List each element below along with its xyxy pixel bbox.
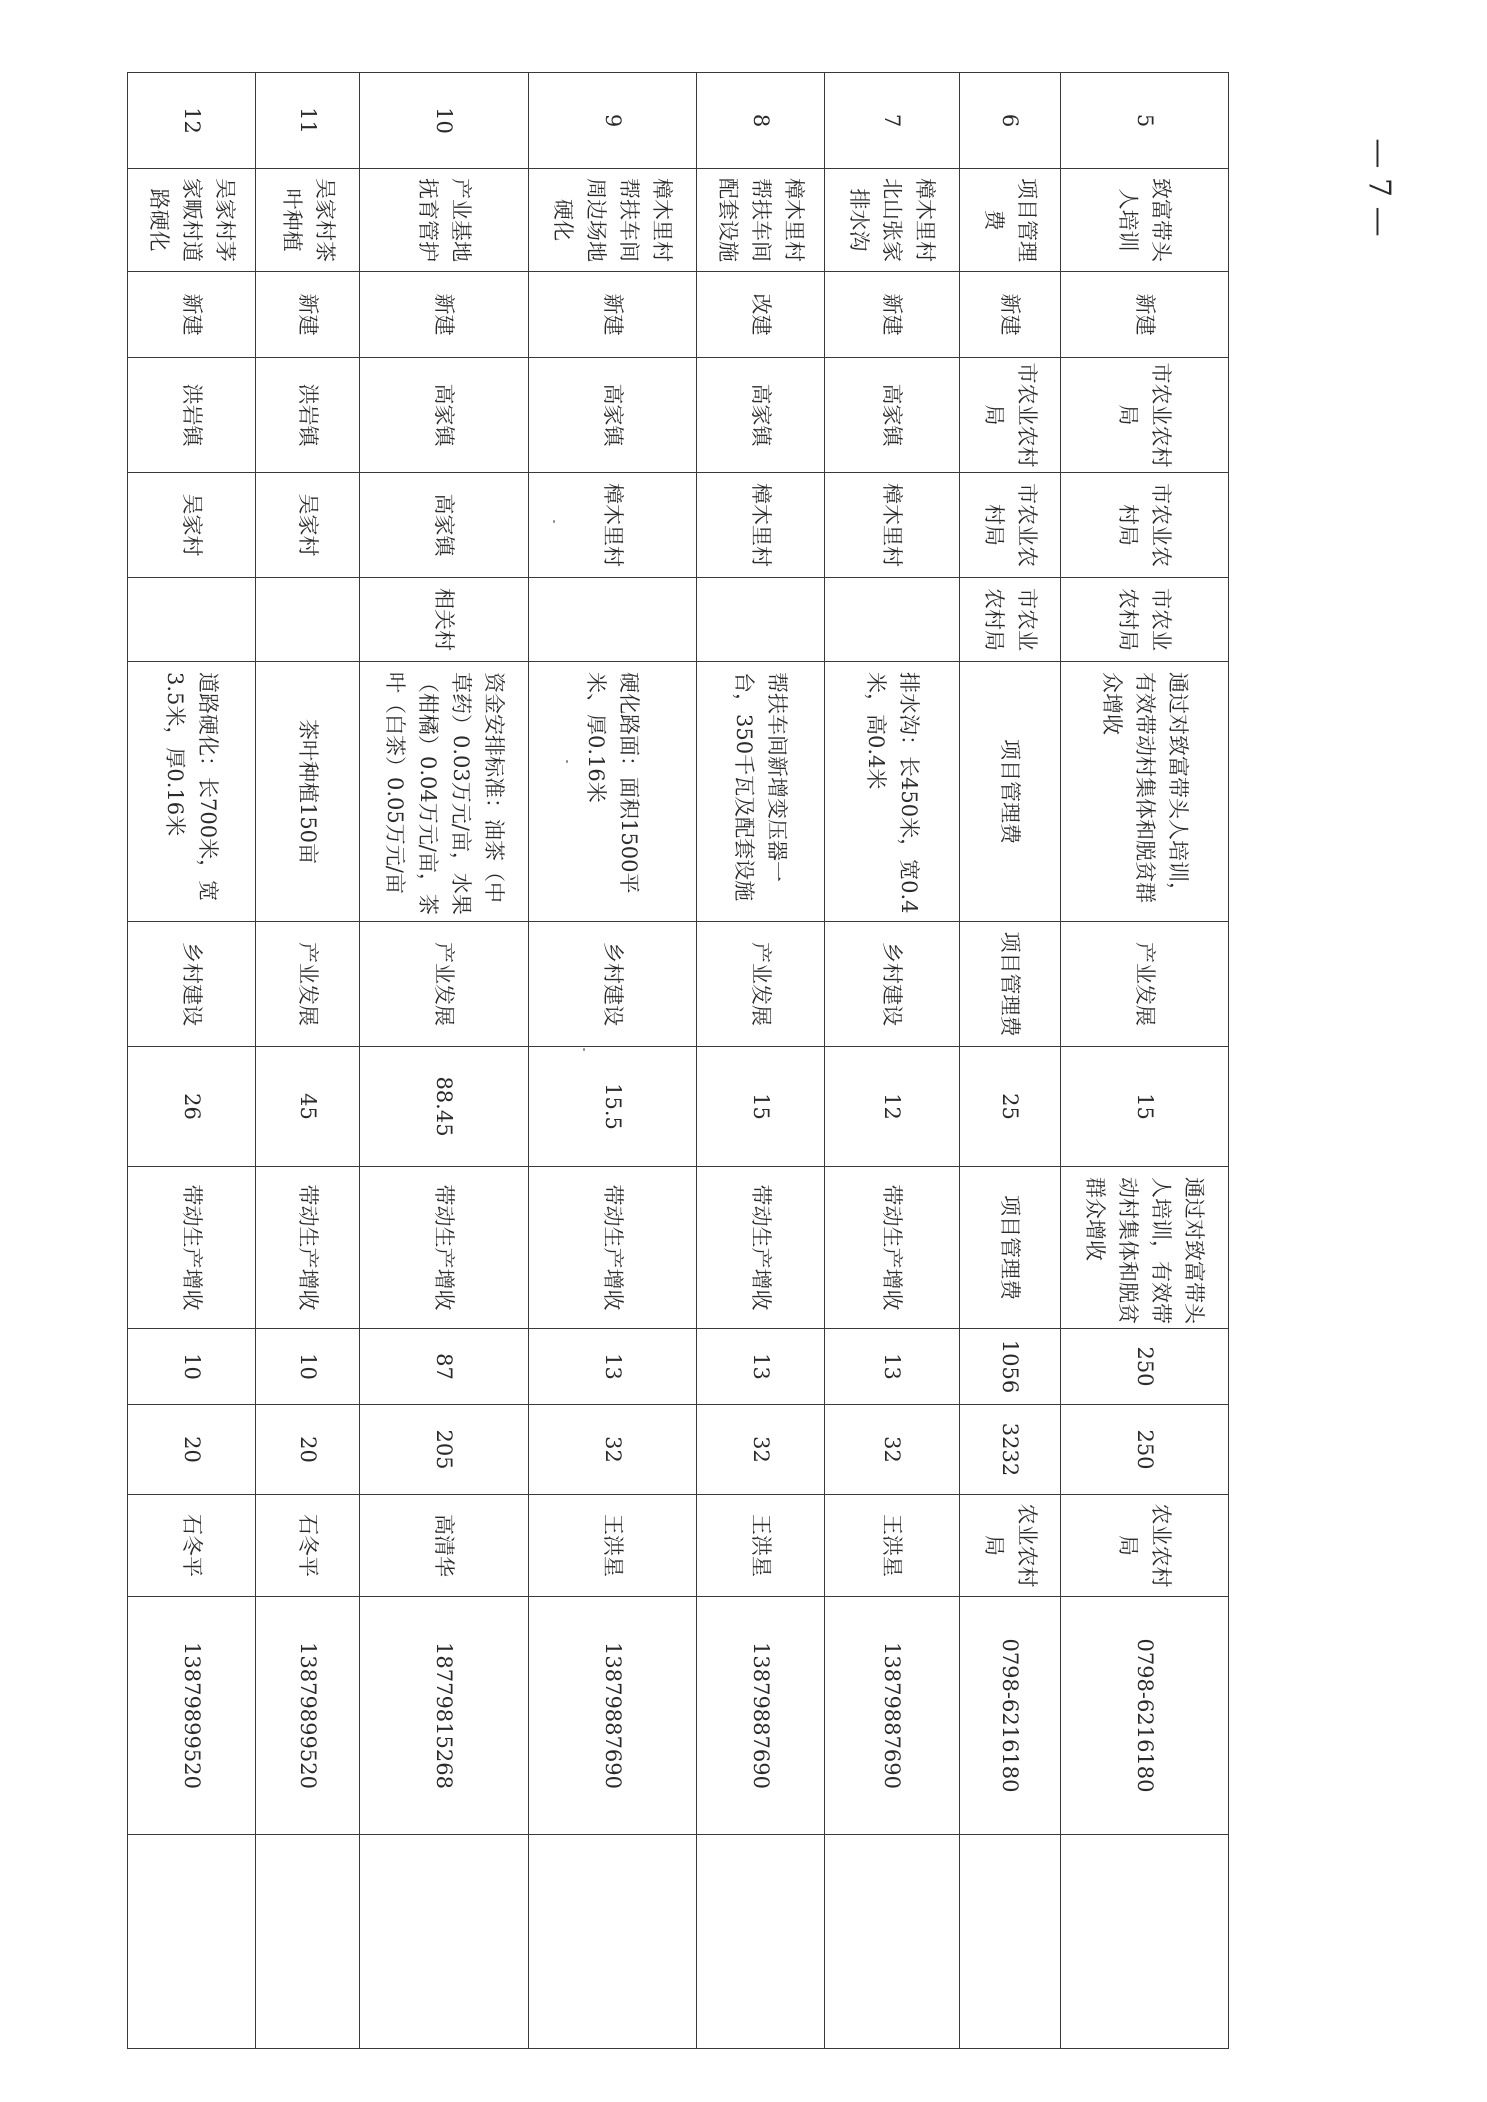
cell-benefit: 带动生产增收 [255, 1167, 359, 1329]
cell-name: 樟木里村帮扶车间周边场地硬化 [528, 169, 696, 272]
cell-phone: 13879887690 [528, 1597, 696, 1835]
cell-unit1: 高家镇 [696, 358, 824, 473]
cell-phone: 13879887690 [824, 1597, 959, 1835]
cell-fund: 12 [824, 1047, 959, 1167]
cell-n2: 32 [528, 1405, 696, 1495]
cell-remark [1060, 1835, 1228, 2049]
table-row [360, 73, 528, 2049]
cell-category: 产业发展 [1060, 922, 1228, 1047]
cell-n1: 13 [824, 1329, 959, 1405]
cell-unit3: 市农业农村局 [1060, 578, 1228, 662]
cell-person: 高清华 [360, 1495, 528, 1597]
cell-type: 新建 [824, 272, 959, 358]
cell-n2: 32 [696, 1405, 824, 1495]
cell-type: 改建 [696, 272, 824, 358]
cell-remark [528, 1835, 696, 2049]
cell-name: 致富带头人培训 [1060, 169, 1228, 272]
cell-unit3: 市农业农村局 [959, 578, 1060, 662]
cell-fund: 15.5 [528, 1047, 696, 1167]
cell-name: 吴家村茅家畈村道路硬化 [128, 169, 256, 272]
cell-person: 王洪星 [824, 1495, 959, 1597]
cell-person: 王洪星 [696, 1495, 824, 1597]
cell-content: 道路硬化：长700米，宽3.5米，厚0.16米 [128, 662, 256, 922]
cell-content: 通过对致富带头人培训，有效带动村集体和脱贫群众增收 [1060, 662, 1228, 922]
cell-phone: 13879899520 [128, 1597, 256, 1835]
cell-person: 石冬平 [128, 1495, 256, 1597]
project-table [127, 72, 1229, 2049]
cell-unit2: 高家镇 [360, 473, 528, 578]
cell-n2: 20 [128, 1405, 256, 1495]
cell-type: 新建 [528, 272, 696, 358]
cell-type: 新建 [1060, 272, 1228, 358]
table-row [824, 73, 959, 2049]
cell-unit1: 高家镇 [824, 358, 959, 473]
cell-n2: 250 [1060, 1405, 1228, 1495]
scan-speck [583, 1048, 585, 1051]
cell-content: 资金安排标准：油茶（中草药）0.03万元/亩，水果（柑橘）0.04万元/亩，茶叶（白茶）0.05万元/亩 [360, 662, 528, 922]
cell-no: 9 [528, 73, 696, 169]
scan-speck [566, 760, 568, 763]
cell-unit2: 市农业农村局 [959, 473, 1060, 578]
cell-fund: 45 [255, 1047, 359, 1167]
cell-n1: 10 [128, 1329, 256, 1405]
cell-benefit: 通过对致富带头人培训，有效带动村集体和脱贫群众增收 [1060, 1167, 1228, 1329]
cell-unit3 [824, 578, 959, 662]
cell-person: 农业农村局 [959, 1495, 1060, 1597]
cell-unit1: 洪岩镇 [128, 358, 256, 473]
cell-category: 产业发展 [696, 922, 824, 1047]
cell-name: 樟木里村北山张家排水沟 [824, 169, 959, 272]
cell-fund: 25 [959, 1047, 1060, 1167]
cell-fund: 15 [1060, 1047, 1228, 1167]
cell-remark [360, 1835, 528, 2049]
table-row [255, 73, 359, 2049]
cell-phone: 13879899520 [255, 1597, 359, 1835]
cell-benefit: 带动生产增收 [528, 1167, 696, 1329]
cell-unit1: 高家镇 [360, 358, 528, 473]
cell-type: 新建 [128, 272, 256, 358]
cell-category: 乡村建设 [824, 922, 959, 1047]
cell-n1: 10 [255, 1329, 359, 1405]
cell-name: 产业基地抚育管护 [360, 169, 528, 272]
cell-fund: 88.45 [360, 1047, 528, 1167]
cell-unit3 [255, 578, 359, 662]
cell-remark [696, 1835, 824, 2049]
cell-benefit: 带动生产增收 [696, 1167, 824, 1329]
cell-person: 王洪星 [528, 1495, 696, 1597]
cell-n1: 1056 [959, 1329, 1060, 1405]
cell-type: 新建 [255, 272, 359, 358]
cell-fund: 26 [128, 1047, 256, 1167]
cell-n1: 13 [528, 1329, 696, 1405]
cell-type: 新建 [360, 272, 528, 358]
cell-content: 帮扶车间新增变压器一台，350千瓦及配套设施 [696, 662, 824, 922]
cell-remark [959, 1835, 1060, 2049]
table-row [1060, 73, 1228, 2049]
cell-phone: 0798-6216180 [1060, 1597, 1228, 1835]
cell-no: 12 [128, 73, 256, 169]
table-row [696, 73, 824, 2049]
cell-name: 项目管理费 [959, 169, 1060, 272]
cell-phone: 18779815268 [360, 1597, 528, 1835]
cell-category: 乡村建设 [128, 922, 256, 1047]
cell-n1: 13 [696, 1329, 824, 1405]
table-row [528, 73, 696, 2049]
cell-unit2: 市农业农村局 [1060, 473, 1228, 578]
cell-no: 8 [696, 73, 824, 169]
cell-content: 茶叶种植150亩 [255, 662, 359, 922]
cell-no: 5 [1060, 73, 1228, 169]
cell-unit2: 吴家村 [128, 473, 256, 578]
page-number: — 7 — [1361, 138, 1397, 237]
cell-type: 新建 [959, 272, 1060, 358]
rotated-table-container [127, 72, 1229, 2048]
cell-person: 石冬平 [255, 1495, 359, 1597]
scan-speck [553, 520, 555, 523]
cell-phone: 0798-6216180 [959, 1597, 1060, 1835]
cell-category: 项目管理费 [959, 922, 1060, 1047]
cell-name: 樟木里村帮扶车间配套设施 [696, 169, 824, 272]
cell-category: 产业发展 [255, 922, 359, 1047]
cell-n2: 205 [360, 1405, 528, 1495]
cell-unit3: 相关村 [360, 578, 528, 662]
cell-unit2: 樟木里村 [528, 473, 696, 578]
cell-unit1: 市农业农村局 [959, 358, 1060, 473]
cell-unit1: 市农业农村局 [1060, 358, 1228, 473]
cell-unit2: 樟木里村 [696, 473, 824, 578]
cell-n1: 87 [360, 1329, 528, 1405]
cell-unit1: 洪岩镇 [255, 358, 359, 473]
cell-unit3 [696, 578, 824, 662]
cell-unit2: 樟木里村 [824, 473, 959, 578]
cell-category: 产业发展 [360, 922, 528, 1047]
cell-content: 排水沟：长450米，宽0.4米，高0.4米 [824, 662, 959, 922]
cell-unit3 [128, 578, 256, 662]
cell-no: 10 [360, 73, 528, 169]
cell-n2: 3232 [959, 1405, 1060, 1495]
cell-name: 吴家村茶叶种植 [255, 169, 359, 272]
cell-category: 乡村建设 [528, 922, 696, 1047]
cell-remark [255, 1835, 359, 2049]
table-row [128, 73, 256, 2049]
cell-unit2: 吴家村 [255, 473, 359, 578]
cell-no: 11 [255, 73, 359, 169]
cell-no: 6 [959, 73, 1060, 169]
cell-unit1: 高家镇 [528, 358, 696, 473]
cell-n1: 250 [1060, 1329, 1228, 1405]
cell-benefit: 带动生产增收 [824, 1167, 959, 1329]
cell-n2: 20 [255, 1405, 359, 1495]
cell-person: 农业农村局 [1060, 1495, 1228, 1597]
cell-unit3 [528, 578, 696, 662]
table-row [959, 73, 1060, 2049]
cell-benefit: 项目管理费 [959, 1167, 1060, 1329]
cell-no: 7 [824, 73, 959, 169]
cell-benefit: 带动生产增收 [360, 1167, 528, 1329]
cell-benefit: 带动生产增收 [128, 1167, 256, 1329]
cell-fund: 15 [696, 1047, 824, 1167]
cell-content: 硬化路面：面积1500平米、厚0.16米 [528, 662, 696, 922]
cell-remark [824, 1835, 959, 2049]
cell-content: 项目管理费 [959, 662, 1060, 922]
cell-remark [128, 1835, 256, 2049]
cell-phone: 13879887690 [696, 1597, 824, 1835]
cell-n2: 32 [824, 1405, 959, 1495]
